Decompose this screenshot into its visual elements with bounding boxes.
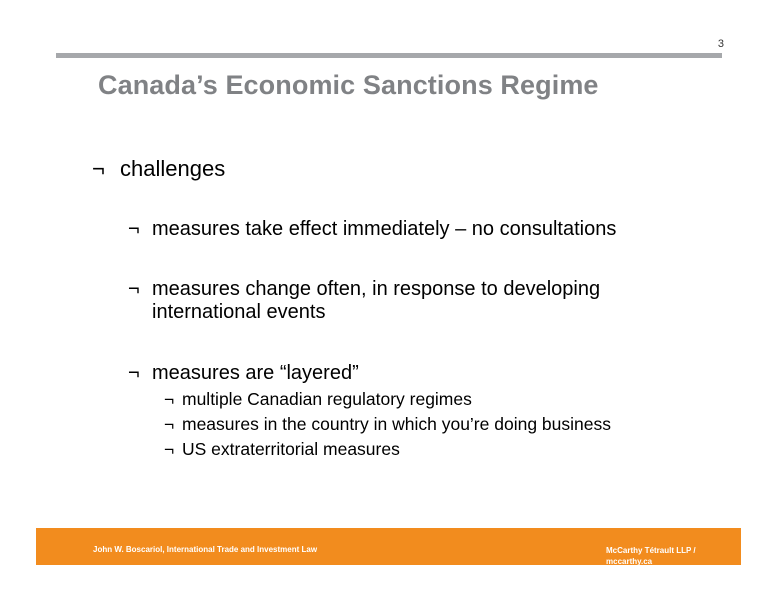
footer-firm	[606, 545, 716, 567]
bullet-mark: ¬	[128, 362, 140, 384]
slide-title: Canada’s Economic Sanctions Regime	[98, 70, 599, 100]
bullet-text: measures change often, in response to developing international events	[152, 278, 601, 323]
bullet-mark: ¬	[164, 414, 175, 434]
bullet-change-often	[128, 278, 692, 324]
firm-name: McCarthy Tétrault LLP /	[606, 546, 696, 555]
bullet-text: measures take effect immediately – no consultations	[152, 218, 617, 240]
header-rule	[56, 53, 722, 58]
bullet-text: measures are “layered”	[152, 362, 359, 384]
bullet-text: measures in the country in which you’re doing business	[182, 414, 611, 434]
firm-website: mccarthy.ca	[606, 557, 653, 566]
bullet-mark: ¬	[164, 439, 175, 459]
page-number: 3	[717, 38, 724, 50]
bullet-text: multiple Canadian regulatory regimes	[182, 389, 472, 409]
bullet-layered	[128, 362, 692, 385]
bullet-text: challenges	[120, 156, 226, 181]
sub-bullet-country-measures	[164, 414, 611, 435]
bullet-text: US extraterritorial measures	[182, 439, 400, 459]
sub-bullet-us-measures	[164, 439, 400, 460]
sub-bullet-canadian-regimes	[164, 389, 472, 410]
bullet-immediate-effect	[128, 218, 692, 241]
bullet-mark: ¬	[164, 389, 175, 409]
footer-author: John W. Boscariol, International Trade and Investment Law	[93, 545, 318, 554]
bullet-challenges	[92, 156, 225, 182]
bullet-mark: ¬	[128, 278, 140, 300]
bullet-mark: ¬	[128, 218, 140, 240]
bullet-mark: ¬	[92, 156, 105, 181]
